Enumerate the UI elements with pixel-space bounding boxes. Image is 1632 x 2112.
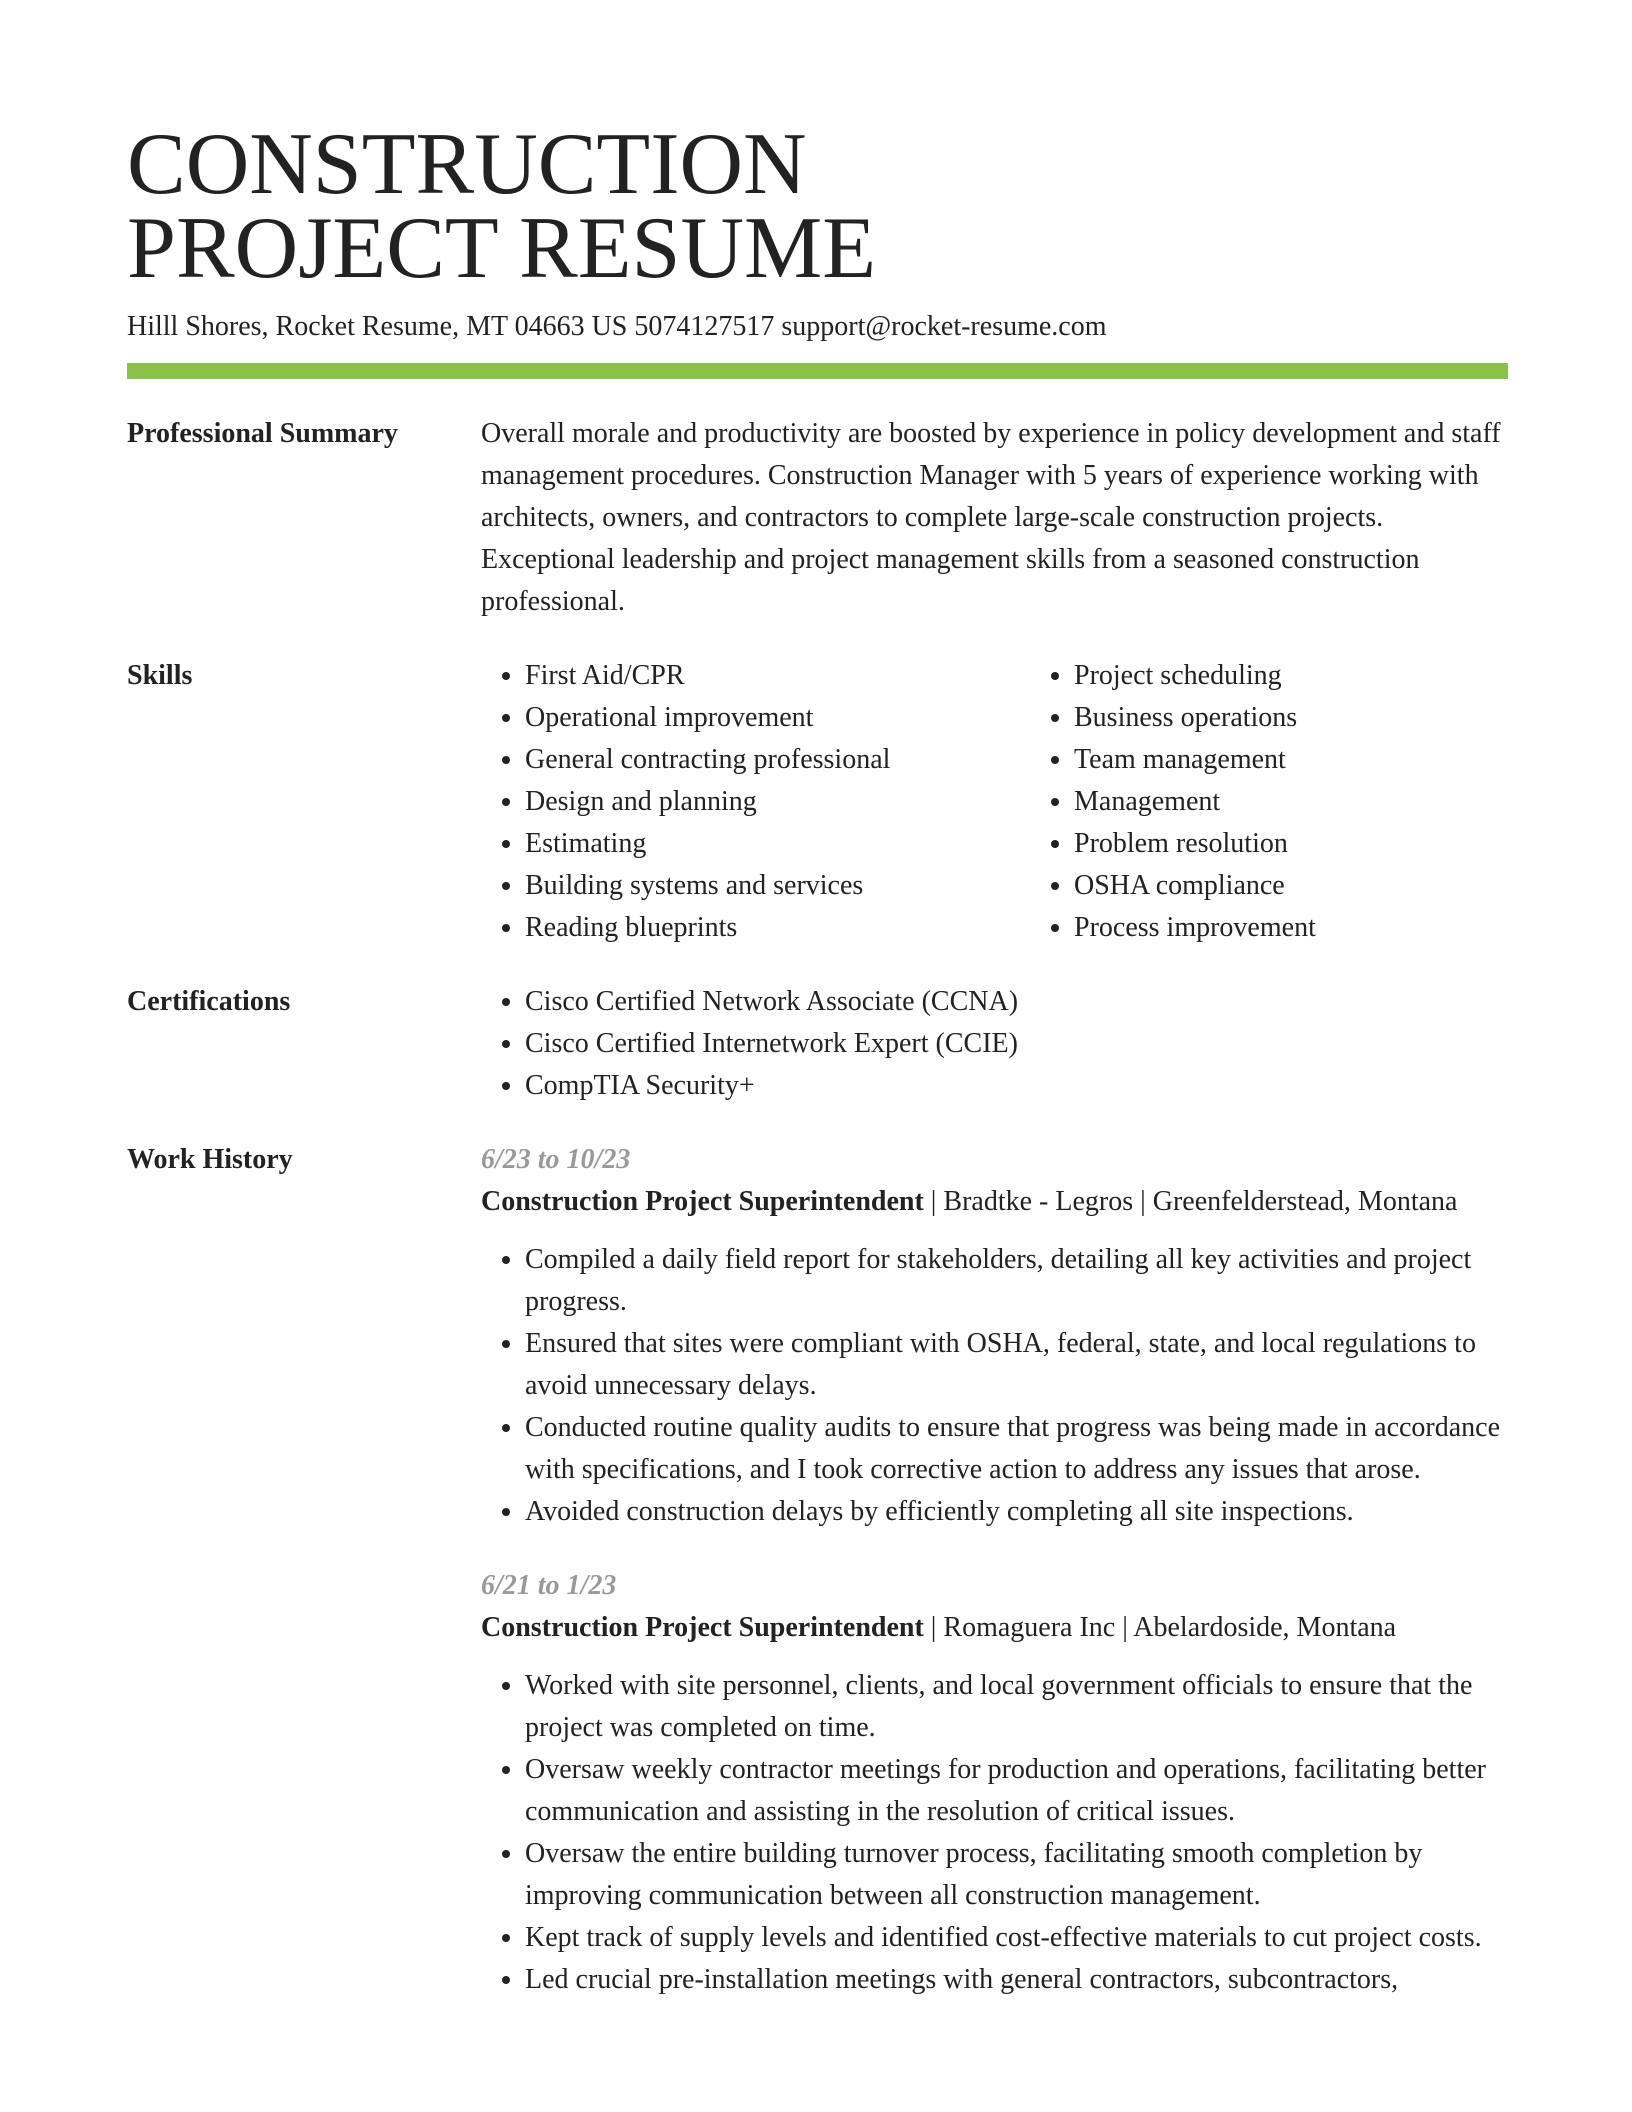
section-label-skills: Skills [127, 660, 193, 691]
skill-item: • Reading blueprints [525, 907, 1030, 949]
job-title: Construction Project Superintendent [481, 1186, 924, 1217]
section-label-certifications: Certifications [127, 986, 291, 1017]
skill-item: • Problem resolution [1074, 823, 1579, 865]
job-dates: 6/23 to 10/23 [481, 1144, 631, 1175]
job-bullet: • Worked with site personnel, clients, and local government officials to ensure that the project was completed on time. [525, 1665, 1508, 1749]
title-line-1: CONSTRUCTION [127, 116, 807, 213]
skill-item: • Building systems and services [525, 865, 1030, 907]
job-dates: 6/21 to 1/23 [481, 1570, 617, 1601]
job-bullets [481, 1239, 1508, 1533]
skill-item: • Business operations [1074, 697, 1579, 739]
job-details: | Bradtke - Legros | Greenfelderstead, Montana [923, 1186, 1458, 1217]
certifications-list [481, 981, 1508, 1107]
contact-line: Hilll Shores, Rocket Resume, MT 04663 US 5074127517 support@rocket-resume.com [127, 311, 1107, 342]
certifications-section [127, 981, 1508, 1107]
job-bullet: • Ensured that sites were compliant with OSHA, federal, state, and local regulations to avoid unnecessary delays. [525, 1323, 1508, 1407]
resume-title [127, 116, 1508, 297]
skill-item: • Estimating [525, 823, 1030, 865]
job-bullet: • Oversaw the entire building turnover process, facilitating smooth completion by improving communication between all construction management. [525, 1833, 1508, 1917]
title-line-2: PROJECT RESUME [127, 200, 876, 297]
job-entry [481, 1139, 1508, 1533]
certification-item: • Cisco Certified Internetwork Expert (CCIE) [525, 1023, 1508, 1065]
certifications-body [481, 981, 1508, 1107]
skill-item: • General contracting professional [525, 739, 1030, 781]
job-heading [481, 1181, 1508, 1223]
skill-item: • Operational improvement [525, 697, 1030, 739]
skill-item: • OSHA compliance [1074, 865, 1579, 907]
job-bullet: • Avoided construction delays by efficiently completing all site inspections. [525, 1491, 1508, 1533]
job-bullet: • Led crucial pre-installation meetings with general contractors, subcontractors, [525, 1959, 1508, 2001]
summary-body [481, 413, 1508, 623]
work-history-section [127, 1139, 1508, 2001]
certification-item: • Cisco Certified Network Associate (CCNA) [525, 981, 1508, 1023]
certification-item: • CompTIA Security+ [525, 1065, 1508, 1107]
job-bullets [481, 1665, 1508, 2001]
accent-divider [127, 363, 1508, 379]
job-entry [481, 1565, 1508, 2001]
skill-item: • Team management [1074, 739, 1579, 781]
job-bullet: • Conducted routine quality audits to ensure that progress was being made in accordance with specifications, and I took corrective action to address any issues that arose. [525, 1407, 1508, 1491]
job-title: Construction Project Superintendent [481, 1612, 924, 1643]
skill-item: • Project scheduling [1074, 655, 1579, 697]
skills-section [127, 655, 1508, 949]
skill-item: • Design and planning [525, 781, 1030, 823]
skill-item: • First Aid/CPR [525, 655, 1030, 697]
professional-summary-section [127, 413, 1508, 623]
skills-column-2 [1030, 655, 1579, 949]
work-history-body [481, 1139, 1508, 2001]
skills-column-1 [481, 655, 1030, 949]
skill-item: • Process improvement [1074, 907, 1579, 949]
job-bullet: • Compiled a daily field report for stakeholders, detailing all key activities and project progress. [525, 1239, 1508, 1323]
skill-item: • Management [1074, 781, 1579, 823]
section-label-work-history: Work History [127, 1144, 293, 1175]
job-details: | Romaguera Inc | Abelardoside, Montana [923, 1612, 1397, 1643]
job-bullet: • Oversaw weekly contractor meetings for production and operations, facilitating better communication and assisting in the resolution of critical issues. [525, 1749, 1508, 1833]
section-label-summary: Professional Summary [127, 418, 398, 449]
job-heading [481, 1607, 1508, 1649]
skills-columns [481, 655, 1579, 949]
summary-text: Overall morale and productivity are boosted by experience in policy development and staff management procedures. Construction Manager with 5 years of experience working with architects, owners, and contractors to complete large-scale construction projects. Exceptional leadership and project management skills from a seasoned construction professional. [481, 418, 1501, 617]
job-bullet: • Kept track of supply levels and identified cost-effective materials to cut project costs. [525, 1917, 1508, 1959]
skills-body [481, 655, 1579, 949]
